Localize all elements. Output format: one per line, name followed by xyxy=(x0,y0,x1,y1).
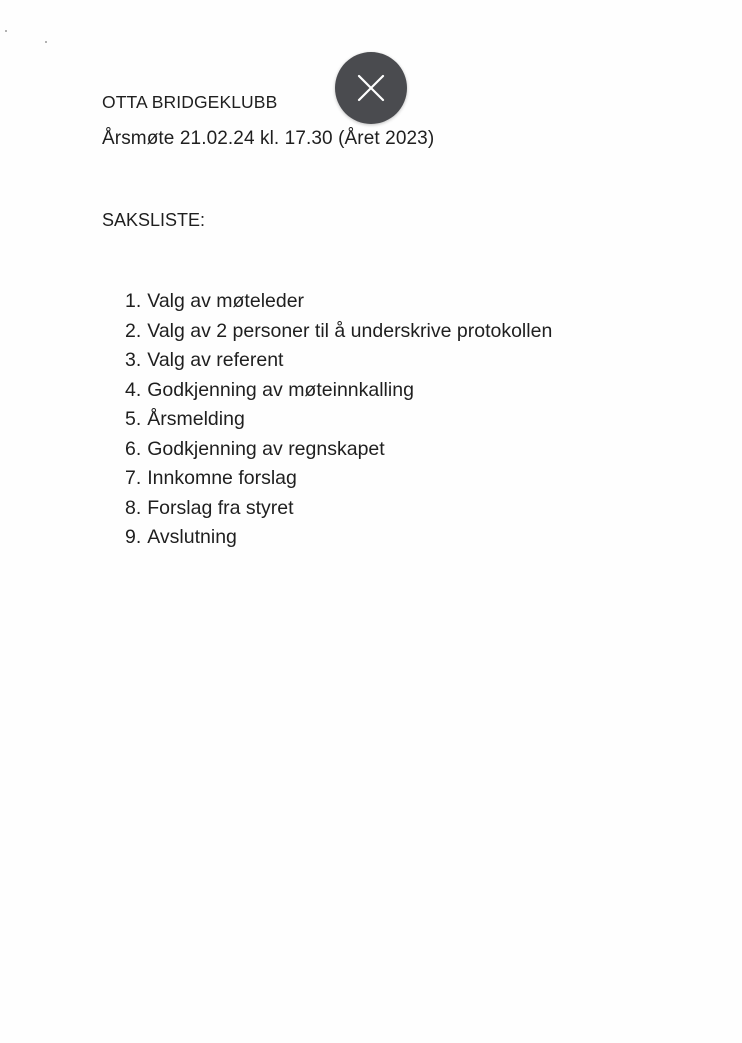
club-name: OTTA BRIDGEKLUBB xyxy=(102,92,278,112)
agenda-item xyxy=(125,464,552,494)
agenda-item-text: Innkomne forslag xyxy=(147,467,297,489)
agenda-item-number: 5. xyxy=(125,408,142,430)
agenda-item-number: 7. xyxy=(125,467,142,489)
agenda-item xyxy=(125,317,552,347)
agenda-title: SAKSLISTE: xyxy=(102,210,206,230)
agenda-item xyxy=(125,376,552,406)
agenda-item xyxy=(125,494,552,524)
agenda-item xyxy=(125,435,552,465)
agenda-item-number: 9. xyxy=(125,526,142,548)
agenda-item-number: 8. xyxy=(125,496,142,519)
agenda-item-text: Valg av referent xyxy=(147,349,284,371)
agenda-item-text: Forslag fra styret xyxy=(147,496,294,519)
agenda-item-text: Godkjenning av regnskapet xyxy=(147,437,385,460)
agenda-item-text: Valg av møteleder xyxy=(147,290,305,312)
agenda-item-text: Godkjenning av møteinnkalling xyxy=(147,378,414,401)
agenda-item xyxy=(125,523,552,553)
close-button[interactable] xyxy=(335,52,407,124)
agenda-item-text: Årsmelding xyxy=(147,408,245,430)
close-icon xyxy=(356,73,386,103)
agenda-item-number: 2. xyxy=(125,319,142,342)
agenda-item xyxy=(125,346,552,376)
agenda-item-number: 6. xyxy=(125,437,142,460)
meeting-line: Årsmøte 21.02.24 kl. 17.30 (Året 2023) xyxy=(102,128,435,149)
agenda-list xyxy=(125,287,552,553)
agenda-item-number: 1. xyxy=(125,290,142,312)
agenda-item-number: 4. xyxy=(125,378,142,401)
agenda-item-number: 3. xyxy=(125,349,142,371)
agenda-item xyxy=(125,287,552,317)
agenda-item xyxy=(125,405,552,435)
scan-speck xyxy=(5,30,7,32)
agenda-item-text: Valg av 2 personer til å underskrive protokollen xyxy=(147,319,553,342)
scan-speck xyxy=(45,41,47,43)
agenda-item-text: Avslutning xyxy=(147,526,237,548)
